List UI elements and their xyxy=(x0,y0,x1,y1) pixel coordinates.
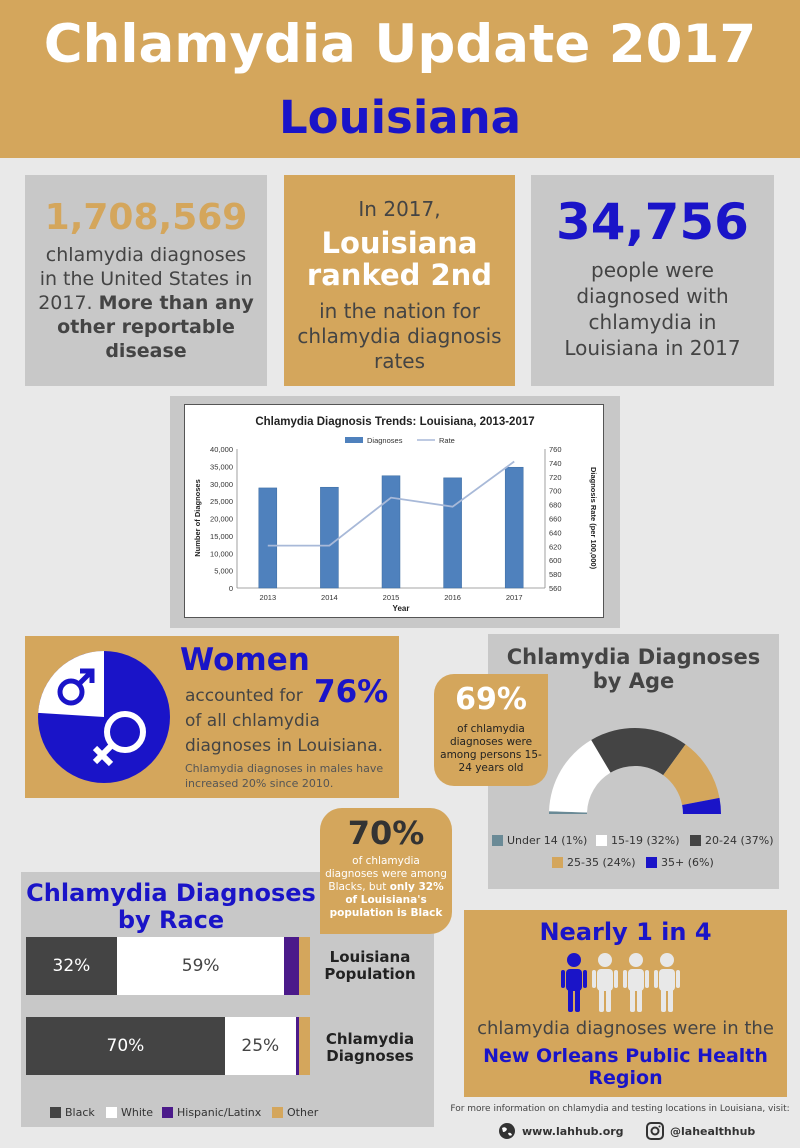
race-label-population-2: Population xyxy=(324,965,416,983)
diagnoses-bar xyxy=(382,476,400,588)
y-tick-label: 0 xyxy=(228,584,233,593)
la-diagnoses-card xyxy=(531,175,774,386)
women-percent: 76% xyxy=(314,674,389,710)
new-orleans-card xyxy=(464,910,787,1097)
y2-tick-label: 680 xyxy=(549,500,562,510)
race-callout xyxy=(320,808,452,934)
race-swatch-other xyxy=(272,1107,283,1118)
y-tick-label: 5,000 xyxy=(214,566,233,576)
age-legend-25-35-label: 25-35 (24%) xyxy=(567,856,636,869)
person-icon xyxy=(623,953,649,1012)
race-legend-black xyxy=(50,1106,95,1119)
race-swatch-hispanic xyxy=(162,1107,173,1118)
trend-chart-panel xyxy=(170,396,620,628)
race-label-diagnoses-1: Chlamydia xyxy=(325,1030,415,1048)
people-icon-group xyxy=(561,953,680,1012)
y2-tick-label: 620 xyxy=(549,542,562,552)
us-diagnoses-card xyxy=(25,175,267,386)
women-title: Women xyxy=(180,642,310,678)
race-bar-diagnoses-black: 70% xyxy=(26,1017,225,1075)
y-tick-label: 25,000 xyxy=(210,497,233,507)
footer-instagram-label[interactable]: @lahealthhub xyxy=(670,1124,756,1138)
page-subtitle: Louisiana xyxy=(278,91,522,144)
ranking-text: in the nation for chlamydia diagnosis rates xyxy=(297,299,502,373)
gender-pie-men-slice xyxy=(38,651,104,717)
new-orleans-region-2: Region xyxy=(588,1067,663,1089)
age-swatch-35plus xyxy=(646,857,657,868)
x-tick-label: 2013 xyxy=(259,593,277,602)
instagram-icon xyxy=(646,1122,664,1140)
y2-tick-label: 580 xyxy=(549,570,562,580)
y2-tick-label: 660 xyxy=(549,514,562,524)
person-icon-highlighted xyxy=(561,953,587,1012)
race-label-diagnoses xyxy=(318,1031,422,1065)
x-tick-label: 2015 xyxy=(382,593,400,602)
y2-tick-label: 760 xyxy=(549,445,562,454)
legend-diagnoses-swatch xyxy=(345,437,363,443)
race-bar-diagnoses xyxy=(26,1017,310,1075)
age-legend-20-24 xyxy=(690,834,774,847)
y2-tick-label: 560 xyxy=(549,584,562,593)
race-legend-other-label: Other xyxy=(287,1106,319,1119)
trend-chart xyxy=(185,405,605,619)
age-donut-arcs xyxy=(549,728,721,814)
race-legend-white-label: White xyxy=(121,1106,153,1119)
trend-chart-frame xyxy=(184,404,604,618)
us-diagnoses-text xyxy=(37,243,255,363)
race-bar-diagnoses-white: 25% xyxy=(225,1017,296,1075)
race-bar-population xyxy=(26,937,310,995)
age-legend-15-19 xyxy=(596,834,680,847)
y-tick-label: 10,000 xyxy=(210,549,233,559)
women-line-2: of all chlamydia xyxy=(185,711,320,731)
diagnoses-bar xyxy=(505,467,523,588)
trend-chart-ylabel: Number of Diagnoses xyxy=(193,479,202,557)
footer-note: For more information on chlamydia and testing locations in Louisiana, visit: xyxy=(450,1104,790,1114)
age-donut xyxy=(542,722,728,818)
ranking-headline-1: Louisiana xyxy=(321,226,478,260)
women-note: Chlamydia diagnoses in males have increased 20% since 2010. xyxy=(185,762,384,790)
age-swatch-15-19 xyxy=(596,835,607,846)
diagnoses-bar xyxy=(320,487,338,588)
new-orleans-text: chlamydia diagnoses were in the xyxy=(477,1018,774,1039)
new-orleans-region xyxy=(464,1045,787,1089)
race-bar-population-black: 32% xyxy=(26,937,117,995)
race-title-line-2: by Race xyxy=(117,906,225,934)
us-diagnoses-number: 1,708,569 xyxy=(44,197,248,238)
x-tick-label: 2017 xyxy=(505,593,523,602)
person-icon xyxy=(592,953,618,1012)
race-bar-population-other xyxy=(299,937,310,995)
us-diagnoses-bold: More than any other reportable disease xyxy=(57,292,254,362)
people-icons xyxy=(556,952,696,1014)
race-legend-hispanic xyxy=(162,1106,261,1119)
race-callout-text-b: only 32% of Louisiana's population is Black xyxy=(329,881,444,919)
age-legend-35plus-label: 35+ (6%) xyxy=(661,856,714,869)
race-legend-black-label: Black xyxy=(65,1106,95,1119)
footer-web-label[interactable]: www.lahhub.org xyxy=(522,1124,624,1138)
race-title xyxy=(21,880,321,934)
race-swatch-black xyxy=(50,1107,61,1118)
trend-chart-plot xyxy=(210,445,561,602)
race-callout-percent: 70% xyxy=(347,814,425,852)
race-bar-population-white: 59% xyxy=(117,937,285,995)
y2-tick-label: 720 xyxy=(549,472,562,482)
y-tick-label: 35,000 xyxy=(210,462,233,472)
age-callout-text: of chlamydia diagnoses were among persons 15-24 years old xyxy=(440,723,542,774)
diagnoses-bar xyxy=(259,488,277,588)
ranking-intro: In 2017, xyxy=(358,197,441,221)
y-tick-label: 30,000 xyxy=(210,479,233,489)
footer-instagram-link[interactable] xyxy=(646,1122,755,1140)
age-swatch-under14 xyxy=(492,835,503,846)
new-orleans-title: Nearly 1 in 4 xyxy=(539,918,712,946)
women-line-1: accounted for xyxy=(185,686,303,706)
trend-chart-xlabel: Year xyxy=(392,604,410,613)
legend-diagnoses-label: Diagnoses xyxy=(367,436,403,445)
race-legend-other xyxy=(272,1106,318,1119)
y-tick-label: 40,000 xyxy=(210,445,233,454)
race-callout-text-a: of chlamydia diagnoses were among Blacks, but xyxy=(325,855,447,893)
y2-tick-label: 600 xyxy=(549,556,562,566)
age-title-line-2: by Age xyxy=(592,669,675,693)
y-tick-label: 15,000 xyxy=(210,531,233,541)
race-label-diagnoses-2: Diagnoses xyxy=(326,1047,414,1065)
women-card xyxy=(25,636,399,798)
age-legend-under14 xyxy=(492,834,587,847)
age-swatch-25-35 xyxy=(552,857,563,868)
age-legend-25-35 xyxy=(552,856,636,869)
new-orleans-region-1: New Orleans Public Health xyxy=(483,1045,768,1067)
ranking-card xyxy=(284,175,515,386)
age-swatch-20-24 xyxy=(690,835,701,846)
trend-chart-legend xyxy=(345,436,455,445)
diagnoses-bar xyxy=(444,478,462,588)
la-diagnoses-text: people were diagnosed with chlamydia in Louisiana in 2017 xyxy=(564,258,741,360)
race-label-population-1: Louisiana xyxy=(329,948,411,966)
trend-chart-y2label: Diagnosis Rate (per 100,000) xyxy=(589,466,598,570)
race-label-population xyxy=(318,949,422,983)
x-tick-label: 2016 xyxy=(444,593,461,602)
la-diagnoses-number: 34,756 xyxy=(556,193,749,251)
race-callout-text xyxy=(324,855,448,920)
race-bar-diagnoses-other xyxy=(299,1017,310,1075)
us-diagnoses-desc: chlamydia diagnoses in the United States in 2017. xyxy=(38,244,253,314)
page-title: Chlamydia Update 2017 xyxy=(43,14,757,75)
age-legend-20-24-label: 20-24 (37%) xyxy=(705,834,774,847)
race-legend-hispanic-label: Hispanic/Latinx xyxy=(177,1106,262,1119)
footer-web-link[interactable] xyxy=(498,1122,624,1140)
ranking-headline xyxy=(284,227,515,291)
age-callout-percent: 69% xyxy=(455,682,527,717)
legend-rate-label: Rate xyxy=(439,436,455,445)
ranking-headline-2: ranked 2nd xyxy=(306,258,493,292)
globe-icon xyxy=(498,1122,516,1140)
age-legend-35plus xyxy=(646,856,714,869)
y2-tick-label: 740 xyxy=(549,458,562,468)
race-title-line-1: Chlamydia Diagnoses xyxy=(26,879,316,907)
y-tick-label: 20,000 xyxy=(210,514,233,524)
trend-chart-title: Chlamydia Diagnosis Trends: Louisiana, 2013-2017 xyxy=(255,416,535,428)
y2-tick-label: 700 xyxy=(549,486,562,496)
gender-pie xyxy=(37,650,171,784)
age-legend-under14-label: Under 14 (1%) xyxy=(507,834,588,847)
age-title-line-1: Chlamydia Diagnoses xyxy=(506,645,761,669)
women-line-3: diagnoses in Louisiana. xyxy=(185,736,384,756)
race-legend-white xyxy=(106,1106,153,1119)
person-icon xyxy=(654,953,680,1012)
age-legend-15-19-label: 15-19 (32%) xyxy=(611,834,680,847)
x-tick-label: 2014 xyxy=(321,593,338,602)
race-swatch-white xyxy=(106,1107,117,1118)
header-banner xyxy=(0,0,800,158)
age-callout xyxy=(434,674,548,786)
y2-tick-label: 640 xyxy=(549,528,562,538)
race-bar-population-hispanic xyxy=(284,937,298,995)
